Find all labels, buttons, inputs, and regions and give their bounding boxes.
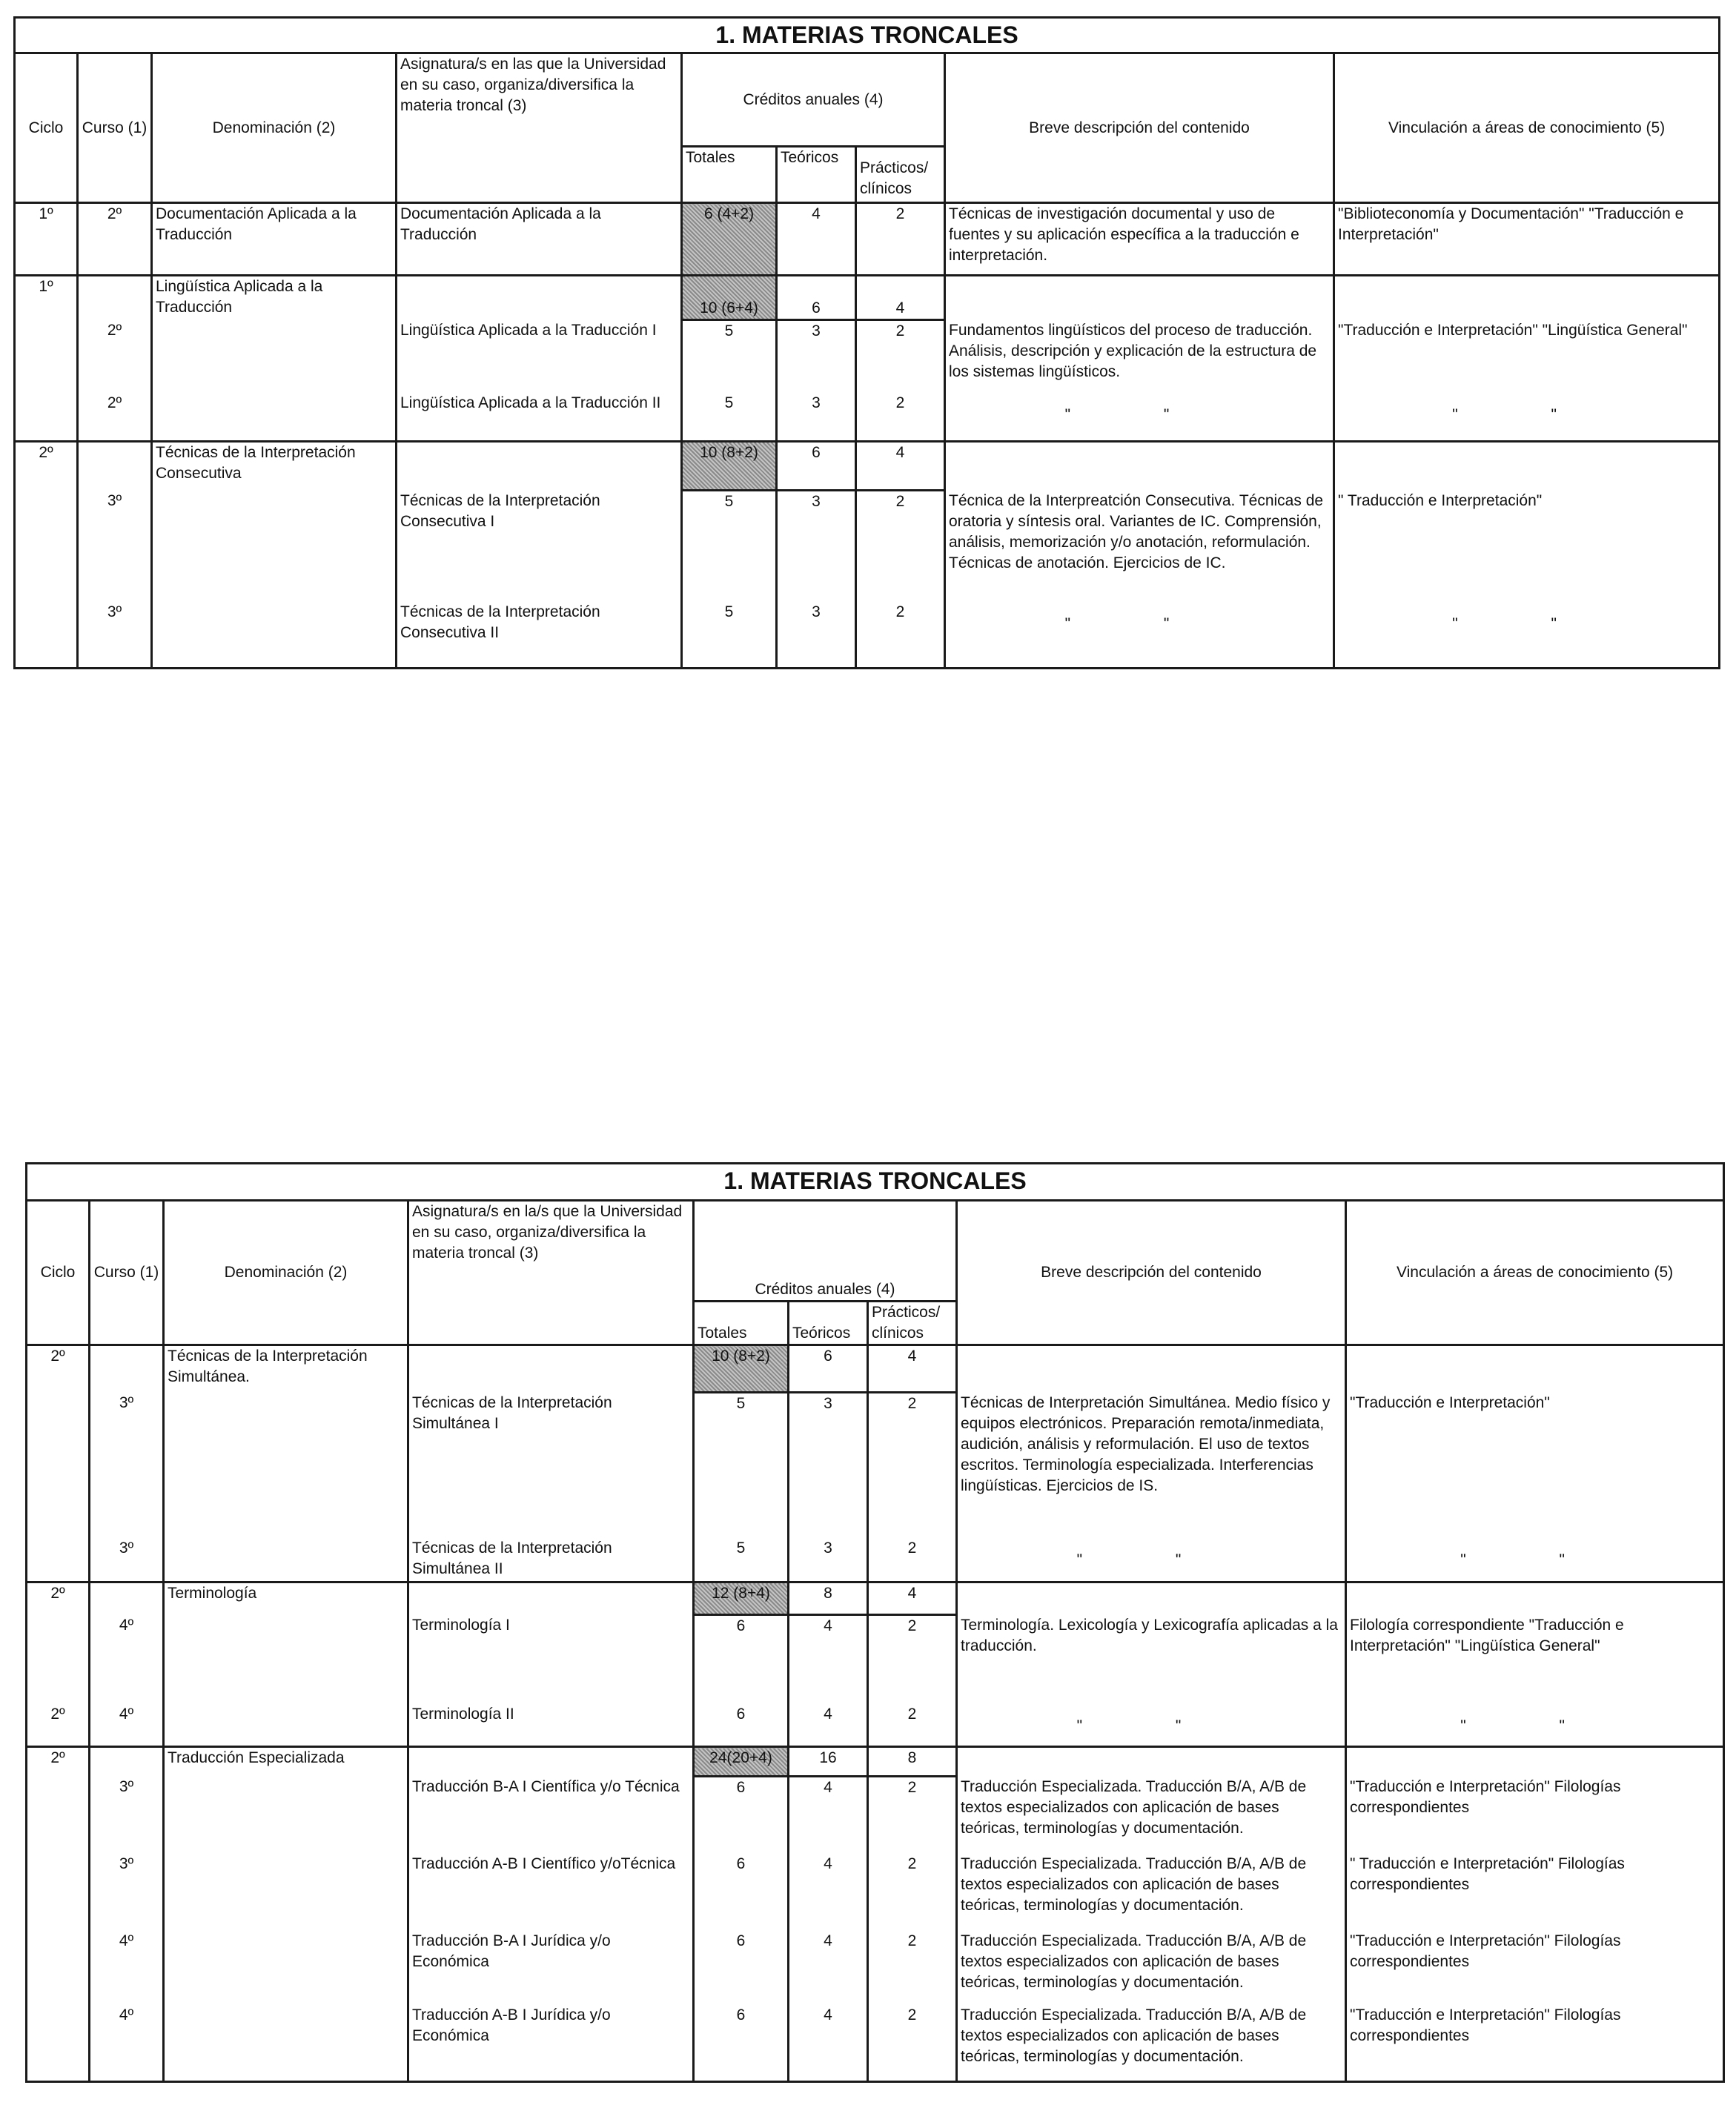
cell-denominacion <box>164 1538 408 1582</box>
cell-descripcion <box>945 276 1334 320</box>
cell-practicos: 4 <box>868 1582 957 1615</box>
header-vinculacion: Vinculación a áreas de conocimiento (5) <box>1346 1201 1724 1345</box>
header-denominacion: Denominación (2) <box>152 53 397 203</box>
cell-practicos: 4 <box>856 442 945 491</box>
cell-practicos: 2 <box>868 1538 957 1582</box>
cell-curso: 4º <box>90 1931 164 2005</box>
cell-descripcion <box>945 442 1334 491</box>
cell-denominacion: Lingüística Aplicada a la Traducción <box>152 276 397 320</box>
cell-asignatura: Técnicas de la Interpretación Consecutiva I <box>397 491 682 602</box>
cell-asignatura: Técnicas de la Interpretación Simultánea II <box>408 1538 694 1582</box>
cell-practicos: 2 <box>856 393 945 442</box>
cell-curso: 3º <box>90 1393 164 1538</box>
cell-asignatura: Técnicas de la Interpretación Simultánea I <box>408 1393 694 1538</box>
cell-vinculacion: "Traducción e Interpretación" Filologías correspondientes <box>1346 1931 1724 2005</box>
header-totales: Totales <box>682 147 777 203</box>
table-row <box>15 393 1720 442</box>
cell-totales: 5 <box>682 320 777 393</box>
cell-descripcion: Traducción Especializada. Traducción B/A, A/B de textos especializados con aplicación de bases teóricas, terminologías y documentación. <box>957 2005 1346 2082</box>
cell-practicos: 2 <box>868 1854 957 1931</box>
cell-practicos: 2 <box>868 1931 957 2005</box>
cell-asignatura <box>397 442 682 491</box>
cell-teoricos: 6 <box>777 276 856 320</box>
cell-asignatura <box>408 1747 694 1777</box>
cell-teoricos: 4 <box>789 1615 868 1704</box>
cell-curso: 4º <box>90 1704 164 1747</box>
cell-curso: 4º <box>90 2005 164 2082</box>
table-row <box>15 442 1720 491</box>
cell-vinculacion: "Traducción e Interpretación" Filologías correspondientes <box>1346 1777 1724 1854</box>
cell-denominacion <box>152 320 397 393</box>
header-creditos: Créditos anuales (4) <box>682 53 945 147</box>
cell-curso <box>90 1747 164 1777</box>
cell-teoricos: 3 <box>789 1538 868 1582</box>
header-teoricos: Teóricos <box>777 147 856 203</box>
cell-curso: 3º <box>90 1538 164 1582</box>
cell-vinculacion <box>1346 1582 1724 1615</box>
table-row <box>27 1393 1724 1538</box>
cell-practicos: 2 <box>868 2005 957 2082</box>
cell-totales: 6 <box>694 1704 789 1747</box>
cell-descripcion: Fundamentos lingüísticos del proceso de traducción. Análisis, descripción y explicación de la estructura de los sistemas lingüísticos. <box>945 320 1334 393</box>
cell-practicos: 2 <box>856 320 945 393</box>
cell-curso: 3º <box>90 1777 164 1854</box>
cell-curso <box>78 276 152 320</box>
cell-ciclo <box>27 1931 90 2005</box>
cell-asignatura: Traducción B-A I Científica y/o Técnica <box>408 1777 694 1854</box>
cell-ciclo <box>27 2005 90 2082</box>
cell-descripcion: " " <box>957 1538 1346 1582</box>
cell-denominacion <box>164 1854 408 1931</box>
cell-totales: 6 <box>694 1854 789 1931</box>
cell-denominacion <box>164 2005 408 2082</box>
cell-descripcion: Técnicas de Interpretación Simultánea. Medio físico y equipos electrónicos. Preparación remota/inmediata, audición, análisis y reformulación. El uso de textos escritos. Terminología especializada. Interferencias lingüísticas. Ejercicios de IS. <box>957 1393 1346 1538</box>
cell-asignatura: Documentación Aplicada a la Traducción <box>397 203 682 276</box>
cell-curso <box>90 1582 164 1615</box>
cell-practicos: 2 <box>868 1704 957 1747</box>
cell-totales: 5 <box>682 393 777 442</box>
cell-vinculacion: "Traducción e Interpretación" Filologías correspondientes <box>1346 2005 1724 2082</box>
cell-ciclo <box>27 1777 90 1854</box>
cell-totales: 10 (8+2) <box>694 1345 789 1393</box>
table-row <box>15 602 1720 669</box>
cell-teoricos: 4 <box>789 2005 868 2082</box>
troncales-table-2 <box>25 1162 1725 2083</box>
cell-asignatura <box>397 276 682 320</box>
cell-vinculacion <box>1334 442 1720 491</box>
cell-vinculacion: " Traducción e Interpretación" <box>1334 491 1720 602</box>
cell-practicos: 2 <box>868 1393 957 1538</box>
table-row <box>27 1538 1724 1582</box>
troncales-table-1 <box>13 16 1720 669</box>
table-row <box>27 1345 1724 1393</box>
cell-descripcion: " " <box>945 602 1334 669</box>
cell-denominacion <box>152 602 397 669</box>
cell-teoricos: 3 <box>777 320 856 393</box>
cell-teoricos: 6 <box>777 442 856 491</box>
cell-asignatura: Lingüística Aplicada a la Traducción II <box>397 393 682 442</box>
cell-ciclo <box>15 491 78 602</box>
cell-denominacion: Técnicas de la Interpretación Consecutiva <box>152 442 397 491</box>
header-ciclo: Ciclo <box>27 1201 90 1345</box>
cell-teoricos: 4 <box>789 1854 868 1931</box>
cell-descripcion <box>957 1582 1346 1615</box>
header-descripcion: Breve descripción del contenido <box>957 1201 1346 1345</box>
table-row <box>27 1931 1724 2005</box>
cell-practicos: 2 <box>868 1777 957 1854</box>
cell-practicos: 8 <box>868 1747 957 1777</box>
cell-teoricos: 3 <box>777 491 856 602</box>
cell-denominacion <box>164 1777 408 1854</box>
cell-descripcion: Técnica de la Interpreatción Consecutiva. Técnicas de oratoria y síntesis oral. Variantes de IC. Comprensión, análisis, memorización y/o anotación, reformulación. Técnicas de anotación. Ejercicios de IC. <box>945 491 1334 602</box>
header-asignatura: Asignatura/s en la/s que la Universidad en su caso, organiza/diversifica la materia troncal (3) <box>408 1201 694 1345</box>
cell-vinculacion: " " <box>1334 393 1720 442</box>
cell-asignatura: Traducción A-B I Jurídica y/o Económica <box>408 2005 694 2082</box>
cell-curso: 2º <box>78 203 152 276</box>
cell-practicos: 2 <box>856 203 945 276</box>
cell-ciclo <box>27 1615 90 1704</box>
cell-teoricos: 4 <box>777 203 856 276</box>
cell-asignatura: Técnicas de la Interpretación Consecutiva II <box>397 602 682 669</box>
cell-totales: 12 (8+4) <box>694 1582 789 1615</box>
cell-ciclo <box>27 1854 90 1931</box>
cell-teoricos: 16 <box>789 1747 868 1777</box>
cell-ciclo: 2º <box>15 442 78 491</box>
cell-descripcion <box>957 1747 1346 1777</box>
cell-denominacion <box>164 1615 408 1704</box>
cell-vinculacion: " Traducción e Interpretación" Filologías correspondientes <box>1346 1854 1724 1931</box>
header-teoricos: Teóricos <box>789 1302 868 1345</box>
cell-descripcion: Traducción Especializada. Traducción B/A, A/B de textos especializados con aplicación de bases teóricas, terminologías y documentación. <box>957 1777 1346 1854</box>
cell-teoricos: 4 <box>789 1777 868 1854</box>
header-curso: Curso (1) <box>90 1201 164 1345</box>
cell-descripcion: Terminología. Lexicología y Lexicografía aplicadas a la traducción. <box>957 1615 1346 1704</box>
cell-descripcion: Técnicas de investigación documental y uso de fuentes y su aplicación específica a la traducción e interpretación. <box>945 203 1334 276</box>
cell-totales: 6 <box>694 1777 789 1854</box>
cell-descripcion: " " <box>957 1704 1346 1747</box>
cell-curso: 3º <box>78 491 152 602</box>
cell-vinculacion: " " <box>1346 1704 1724 1747</box>
cell-vinculacion <box>1334 276 1720 320</box>
cell-teoricos: 4 <box>789 1931 868 2005</box>
cell-ciclo <box>27 1538 90 1582</box>
cell-curso <box>78 442 152 491</box>
cell-asignatura: Traducción A-B I Científico y/oTécnica <box>408 1854 694 1931</box>
cell-asignatura: Terminología I <box>408 1615 694 1704</box>
header-creditos: Créditos anuales (4) <box>694 1201 957 1302</box>
cell-practicos: 2 <box>868 1615 957 1704</box>
table-row <box>15 491 1720 602</box>
table-row <box>27 1704 1724 1747</box>
cell-ciclo <box>15 320 78 393</box>
cell-vinculacion <box>1346 1345 1724 1393</box>
cell-totales: 10 (6+4) <box>682 276 777 320</box>
cell-asignatura: Traducción B-A I Jurídica y/o Económica <box>408 1931 694 2005</box>
table-title: 1. MATERIAS TRONCALES <box>15 18 1720 53</box>
cell-totales: 6 (4+2) <box>682 203 777 276</box>
cell-denominacion <box>164 1931 408 2005</box>
cell-denominacion: Traducción Especializada <box>164 1747 408 1777</box>
table-row <box>27 1777 1724 1854</box>
cell-totales: 6 <box>694 1615 789 1704</box>
table-row <box>27 1854 1724 1931</box>
cell-practicos: 2 <box>856 602 945 669</box>
cell-teoricos: 4 <box>789 1704 868 1747</box>
cell-vinculacion: "Traducción e Interpretación" "Lingüística General" <box>1334 320 1720 393</box>
header-totales: Totales <box>694 1302 789 1345</box>
cell-totales: 5 <box>694 1393 789 1538</box>
table-row <box>27 2005 1724 2082</box>
table-row <box>15 276 1720 320</box>
cell-teoricos: 3 <box>777 602 856 669</box>
cell-descripcion: " " <box>945 393 1334 442</box>
header-ciclo: Ciclo <box>15 53 78 203</box>
cell-teoricos: 6 <box>789 1345 868 1393</box>
cell-vinculacion: " " <box>1334 602 1720 669</box>
cell-totales: 6 <box>694 1931 789 2005</box>
cell-ciclo: 2º <box>27 1345 90 1393</box>
cell-vinculacion: Filología correspondiente "Traducción e Interpretación" "Lingüística General" <box>1346 1615 1724 1704</box>
cell-denominacion <box>164 1704 408 1747</box>
cell-practicos: 4 <box>856 276 945 320</box>
cell-curso: 4º <box>90 1615 164 1704</box>
cell-ciclo <box>27 1393 90 1538</box>
cell-curso: 3º <box>78 602 152 669</box>
cell-ciclo <box>15 602 78 669</box>
cell-totales: 24(20+4) <box>694 1747 789 1777</box>
cell-ciclo: 2º <box>27 1747 90 1777</box>
cell-ciclo: 1º <box>15 203 78 276</box>
cell-ciclo: 2º <box>27 1704 90 1747</box>
cell-curso: 3º <box>90 1854 164 1931</box>
table-row <box>27 1582 1724 1615</box>
cell-totales: 6 <box>694 2005 789 2082</box>
table-row <box>27 1747 1724 1777</box>
cell-vinculacion: "Biblioteconomía y Documentación" "Traducción e Interpretación" <box>1334 203 1720 276</box>
cell-denominacion <box>152 491 397 602</box>
table-row <box>15 320 1720 393</box>
cell-teoricos: 3 <box>789 1393 868 1538</box>
cell-curso: 2º <box>78 320 152 393</box>
cell-descripcion: Traducción Especializada. Traducción B/A, A/B de textos especializados con aplicación de bases teóricas, terminologías y documentación. <box>957 1931 1346 2005</box>
header-curso: Curso (1) <box>78 53 152 203</box>
header-denominacion: Denominación (2) <box>164 1201 408 1345</box>
cell-descripcion <box>957 1345 1346 1393</box>
cell-totales: 10 (8+2) <box>682 442 777 491</box>
cell-descripcion: Traducción Especializada. Traducción B/A, A/B de textos especializados con aplicación de bases teóricas, terminologías y documentación. <box>957 1854 1346 1931</box>
cell-asignatura <box>408 1345 694 1393</box>
cell-totales: 5 <box>682 602 777 669</box>
cell-denominacion: Terminología <box>164 1582 408 1615</box>
cell-curso: 2º <box>78 393 152 442</box>
cell-ciclo <box>15 393 78 442</box>
header-descripcion: Breve descripción del contenido <box>945 53 1334 203</box>
cell-ciclo: 1º <box>15 276 78 320</box>
cell-denominacion <box>152 393 397 442</box>
cell-denominacion: Documentación Aplicada a la Traducción <box>152 203 397 276</box>
cell-practicos: 4 <box>868 1345 957 1393</box>
header-asignatura: Asignatura/s en las que la Universidad en su caso, organiza/diversifica la materia troncal (3) <box>397 53 682 203</box>
cell-ciclo: 2º <box>27 1582 90 1615</box>
cell-curso <box>90 1345 164 1393</box>
cell-teoricos: 3 <box>777 393 856 442</box>
cell-denominacion <box>164 1393 408 1538</box>
header-vinculacion: Vinculación a áreas de conocimiento (5) <box>1334 53 1720 203</box>
header-practicos: Prácticos/ clínicos <box>868 1302 957 1345</box>
cell-asignatura: Lingüística Aplicada a la Traducción I <box>397 320 682 393</box>
cell-denominacion: Técnicas de la Interpretación Simultánea. <box>164 1345 408 1393</box>
table-title: 1. MATERIAS TRONCALES <box>27 1164 1724 1201</box>
cell-vinculacion: "Traducción e Interpretación" <box>1346 1393 1724 1538</box>
cell-teoricos: 8 <box>789 1582 868 1615</box>
cell-totales: 5 <box>682 491 777 602</box>
header-practicos: Prácticos/ clínicos <box>856 147 945 203</box>
cell-vinculacion: " " <box>1346 1538 1724 1582</box>
cell-practicos: 2 <box>856 491 945 602</box>
cell-asignatura <box>408 1582 694 1615</box>
table-row <box>15 203 1720 276</box>
cell-asignatura: Terminología II <box>408 1704 694 1747</box>
cell-totales: 5 <box>694 1538 789 1582</box>
table-row <box>27 1615 1724 1704</box>
cell-vinculacion <box>1346 1747 1724 1777</box>
